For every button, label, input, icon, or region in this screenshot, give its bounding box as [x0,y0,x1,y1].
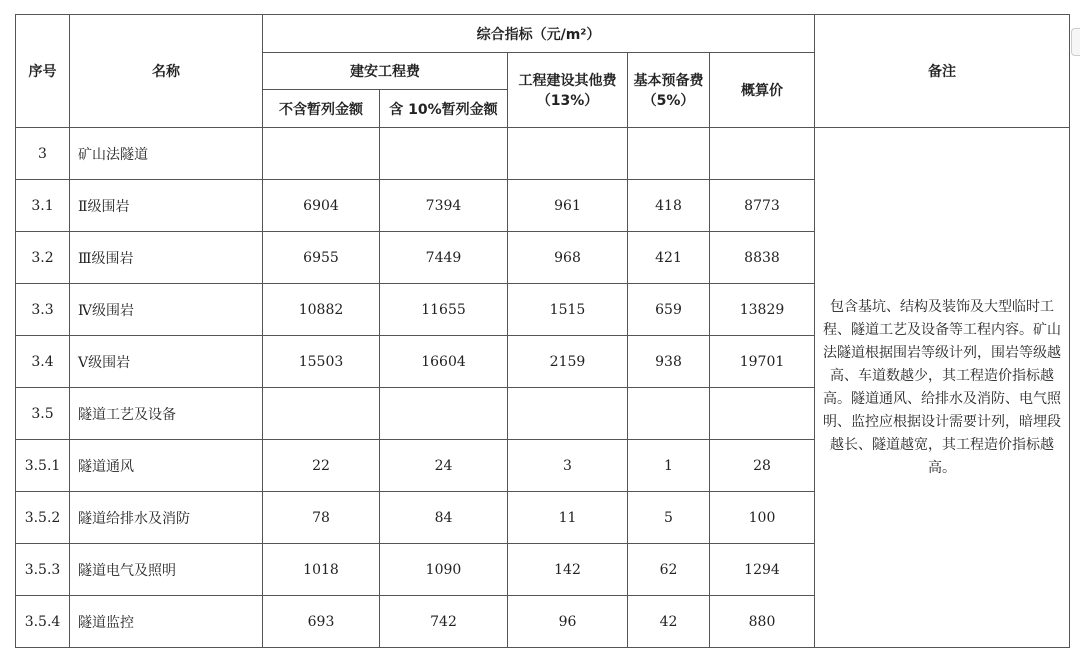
remark-cell: 包含基坑、结构及装饰及大型临时工程、隧道工艺及设备等工程内容。矿山法隧道根据围岩等级计列，围岩等级越高、车道数越少，其工程造价指标越高。隧道通风、给排水及消防、电气照明、监控应根据设计需要计列，暗埋段越长、隧道越宽，其工程造价指标越高。 [815,128,1070,648]
cell-incl: 1090 [380,544,508,596]
cell-incl: 11655 [380,284,508,336]
cell-reserve: 62 [628,544,710,596]
cell-name: 隧道监控 [70,596,263,648]
cell-name: 隧道通风 [70,440,263,492]
cell-estimate: 28 [710,440,815,492]
cell-reserve: 421 [628,232,710,284]
cell-name: Ⅱ级围岩 [70,180,263,232]
cell-name: Ⅳ级围岩 [70,284,263,336]
side-panel-handle[interactable] [1071,28,1080,56]
cell-excl: 22 [263,440,380,492]
cell-reserve [628,388,710,440]
cell-other [508,388,628,440]
cell-estimate: 8838 [710,232,815,284]
cell-excl: 6955 [263,232,380,284]
cell-excl: 693 [263,596,380,648]
cell-estimate [710,388,815,440]
cost-index-table [15,14,1070,648]
cell-reserve: 938 [628,336,710,388]
cell-estimate: 880 [710,596,815,648]
cell-reserve: 659 [628,284,710,336]
header-excl-provisional: 不含暂列金额 [263,90,380,128]
cell-seq: 3.1 [16,180,70,232]
cell-estimate: 13829 [710,284,815,336]
cell-excl [263,128,380,180]
cell-excl [263,388,380,440]
cell-seq: 3.2 [16,232,70,284]
cell-incl: 7449 [380,232,508,284]
cell-other: 1515 [508,284,628,336]
cell-name: 隧道电气及照明 [70,544,263,596]
cell-excl: 1018 [263,544,380,596]
header-incl-provisional: 含 10%暂列金额 [380,90,508,128]
cell-excl: 15503 [263,336,380,388]
cell-other [508,128,628,180]
cell-seq: 3.5.4 [16,596,70,648]
cell-name: 隧道工艺及设备 [70,388,263,440]
table-row [16,128,1070,180]
header-composite: 综合指标（元/m²） [263,15,815,53]
cell-other: 961 [508,180,628,232]
cell-incl: 84 [380,492,508,544]
cell-reserve: 1 [628,440,710,492]
header-estimate: 概算价 [710,53,815,128]
cell-other: 96 [508,596,628,648]
cell-incl: 16604 [380,336,508,388]
cell-incl: 742 [380,596,508,648]
header-construction: 建安工程费 [263,53,508,90]
cell-other: 11 [508,492,628,544]
cell-seq: 3.5.2 [16,492,70,544]
cell-other: 142 [508,544,628,596]
cell-estimate: 100 [710,492,815,544]
cell-name: Ⅴ级围岩 [70,336,263,388]
cell-estimate [710,128,815,180]
cell-estimate: 8773 [710,180,815,232]
cell-name: Ⅲ级围岩 [70,232,263,284]
cell-incl [380,128,508,180]
cell-excl: 6904 [263,180,380,232]
cell-reserve: 5 [628,492,710,544]
header-remarks: 备注 [815,15,1070,128]
cell-excl: 78 [263,492,380,544]
cell-estimate: 19701 [710,336,815,388]
cell-reserve: 418 [628,180,710,232]
cell-seq: 3.5 [16,388,70,440]
header-seq: 序号 [16,15,70,128]
header-name: 名称 [70,15,263,128]
cell-seq: 3.5.1 [16,440,70,492]
cell-incl: 7394 [380,180,508,232]
cell-estimate: 1294 [710,544,815,596]
cell-seq: 3.4 [16,336,70,388]
cell-name: 矿山法隧道 [70,128,263,180]
cell-incl: 24 [380,440,508,492]
header-reserve: 基本预备费（5%） [628,53,710,128]
cell-seq: 3.3 [16,284,70,336]
cell-other: 2159 [508,336,628,388]
cell-excl: 10882 [263,284,380,336]
cell-reserve: 42 [628,596,710,648]
cell-reserve [628,128,710,180]
cell-other: 3 [508,440,628,492]
cell-name: 隧道给排水及消防 [70,492,263,544]
cell-seq: 3.5.3 [16,544,70,596]
header-other-fees: 工程建设其他费（13%） [508,53,628,128]
cell-incl [380,388,508,440]
cell-seq: 3 [16,128,70,180]
cell-other: 968 [508,232,628,284]
